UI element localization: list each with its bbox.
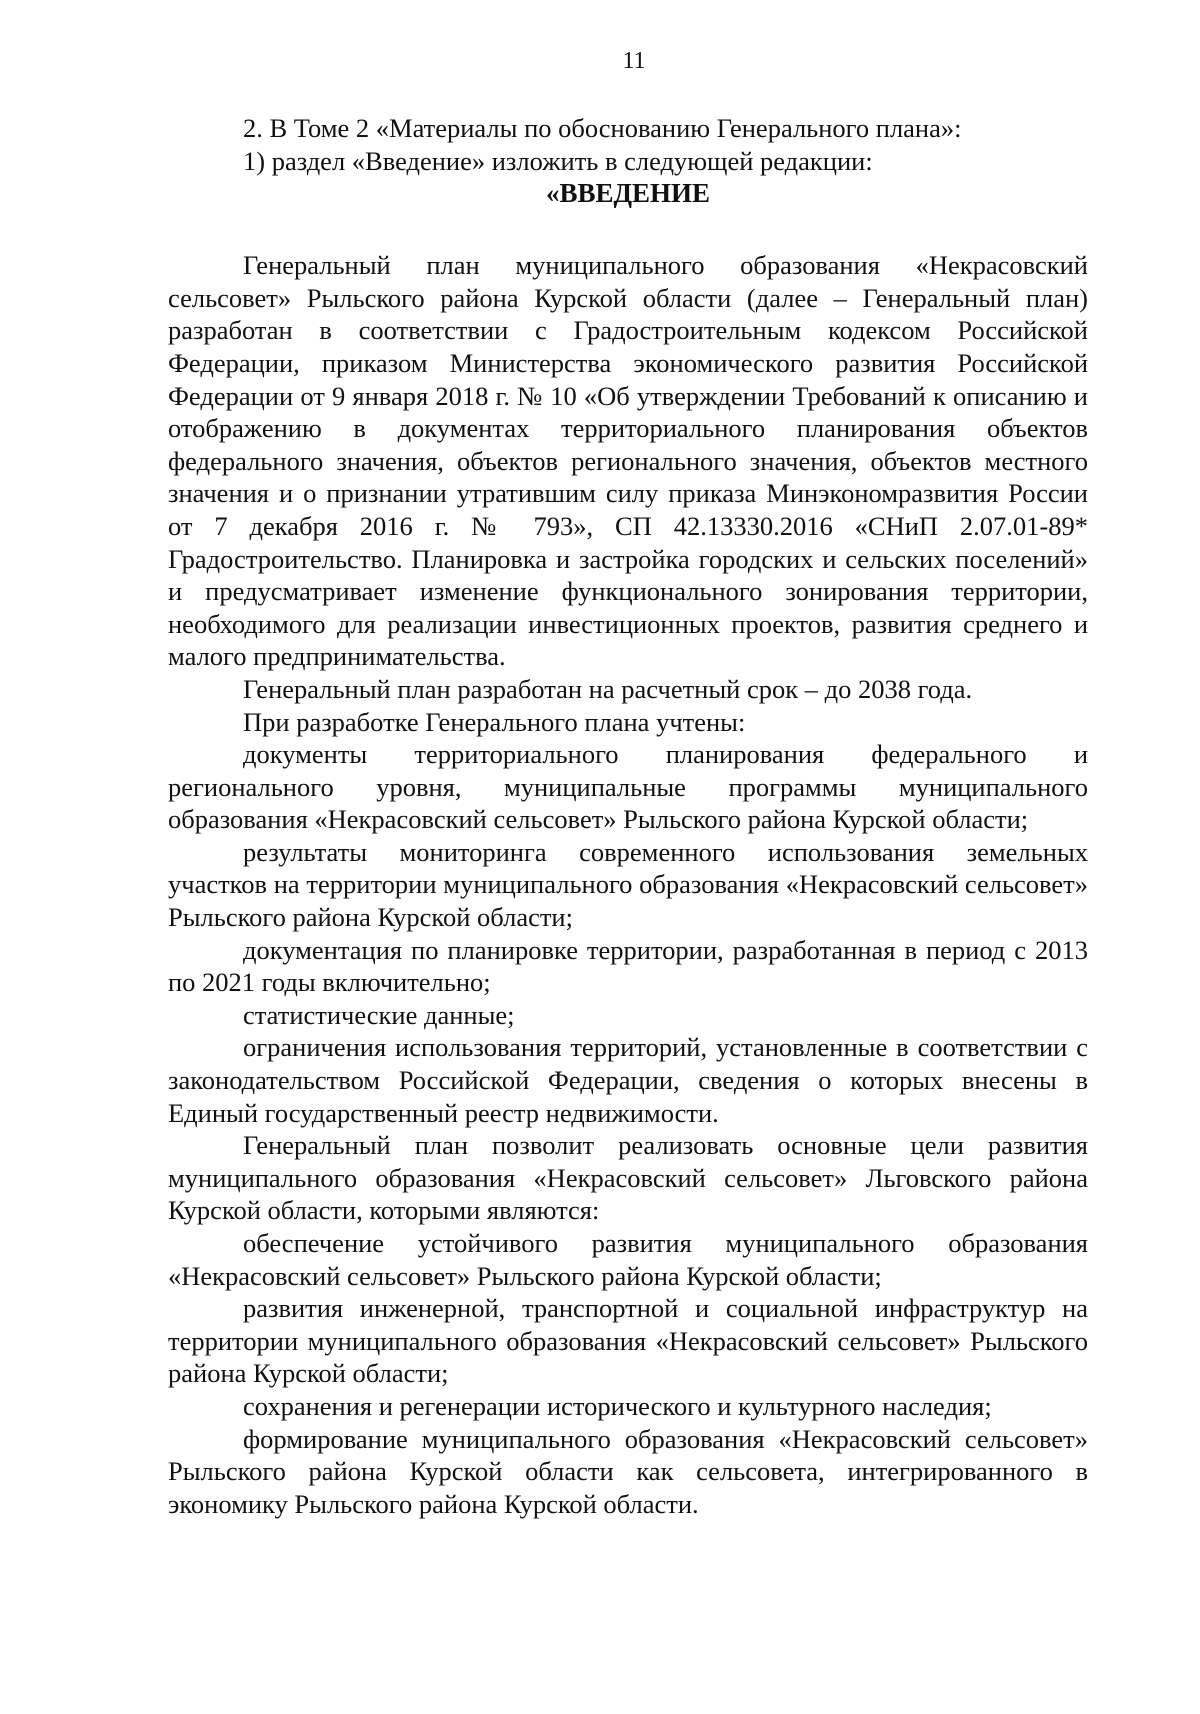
list-item: документы территориального планирования федерального и регионального уровня, муниципальные программы муниципального образования «Некрасовский сельсовет» Рыльского района Курской области;	[168, 739, 1088, 835]
list-item: ограничения использования территорий, установленные в соответствии с законодательством Российской Федерации, сведения о которых внесены в Единый государственный реестр недвижимости.	[168, 1032, 1088, 1128]
list-item: статистические данные;	[243, 999, 515, 1030]
list-item: развития инженерной, транспортной и социальной инфраструктур на территории муниципального образования «Некрасовский сельсовет» Рыльского района Курской области;	[168, 1293, 1088, 1389]
page-number: 11	[622, 48, 646, 74]
body-paragraph: Генеральный план позволит реализовать основные цели развития муниципального образования «Некрасовский сельсовет» Льговского района Курской области, которыми являются:	[168, 1130, 1088, 1226]
body-paragraph: При разработке Генерального плана учтены:	[243, 706, 746, 737]
section-title: «ВВЕДЕНИЕ	[545, 178, 711, 209]
document-body	[168, 112, 1088, 1520]
list-item: обеспечение устойчивого развития муниципального образования «Некрасовский сельсовет» Рыльского района Курской области;	[168, 1228, 1088, 1291]
list-item: результаты мониторинга современного использования земельных участков на территории муниципального образования «Некрасовский сельсовет» Рыльского района Курской области;	[168, 836, 1088, 933]
title-spacer	[168, 210, 1088, 249]
list-item: формирование муниципального образования «Некрасовский сельсовет» Рыльского района Курской области как сельсовета, интегрированного в экономику Рыльского района Курской области.	[168, 1423, 1088, 1519]
intro-line: 2. В Томе 2 «Материалы по обоснованию Генерального плана»:	[243, 113, 962, 143]
list-item: документация по планировке территории, разработанная в период с 2013 по 2021 годы включительно;	[168, 934, 1088, 998]
intro-line: 1) раздел «Введение» изложить в следующей редакции:	[243, 145, 873, 176]
body-paragraph: Генеральный план разработан на расчетный срок – до 2038 года.	[243, 673, 973, 704]
body-paragraph: Генеральный план муниципального образования «Некрасовский сельсовет» Рыльского района Курской области (далее – Генеральный план) разработан в соответствии с Градостроительным кодексом Российской Федерации, приказом Министерства экономического развития Российской Федерации от 9 января 2018 г. № 10 «Об утверждении Требований к описанию и отображению в документах территориального планирования объектов федерального значения, объектов регионального значения, объектов местного значения и о признании утратившим силу приказа Минэкономразвития России от 7 декабря 2016 г. № 793», СП 42.13330.2016 «СНиП 2.07.01-89* Градостроительство. Планировка и застройка городских и сельских поселений» и предусматривает изменение функционального зонирования территории, необходимого для реализации инвестиционных проектов, развития среднего и малого предпринимательства.	[168, 250, 1088, 672]
list-item: сохранения и регенерации исторического и культурного наследия;	[243, 1390, 992, 1421]
